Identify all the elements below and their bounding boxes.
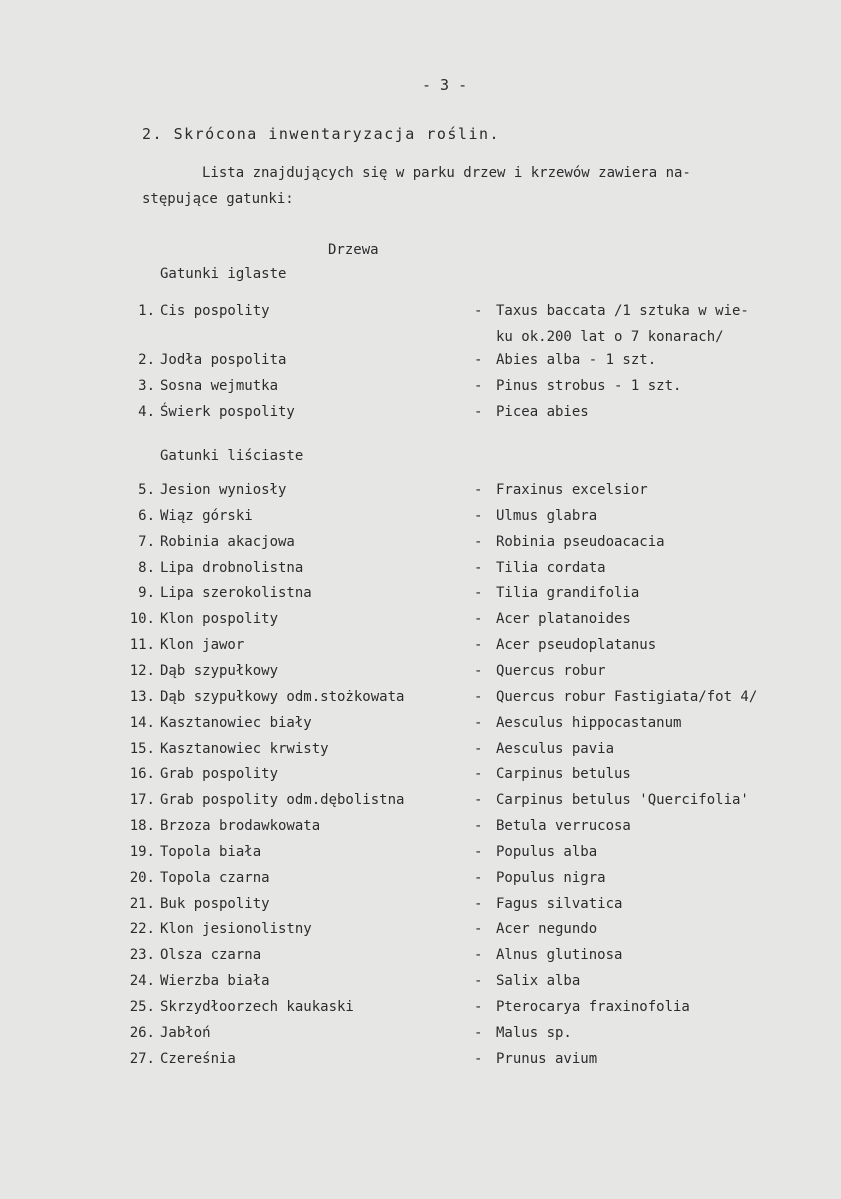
- polish-name: Wierzba biała: [160, 973, 270, 990]
- polish-name: Lipa drobnolistna: [160, 559, 304, 576]
- item-number: 5.: [138, 482, 155, 498]
- dash-separator: -: [474, 921, 483, 938]
- polish-name: Klon pospolity: [160, 611, 279, 628]
- latin-name: Malus sp.: [496, 1024, 572, 1041]
- list-item: [0, 377, 841, 395]
- list-item: [0, 507, 841, 525]
- list-item: [0, 584, 841, 602]
- section-heading: 2. Skrócona inwentaryzacja roślin.: [142, 125, 501, 143]
- list-item: [0, 972, 841, 990]
- list-item: [0, 403, 841, 421]
- latin-name: Acer platanoides: [496, 611, 631, 628]
- dash-separator: -: [474, 533, 483, 550]
- page-number: - 3 -: [422, 76, 468, 94]
- latin-name: Alnus glutinosa: [496, 947, 623, 964]
- dash-separator: -: [474, 895, 483, 912]
- latin-name: Abies alba - 1 szt.: [496, 352, 657, 368]
- polish-name: Dąb szypułkowy odm.stożkowata: [160, 688, 405, 705]
- list-item: [0, 791, 841, 809]
- polish-name: Jodła pospolita: [160, 352, 287, 368]
- item-number: 23.: [129, 947, 155, 964]
- intro-line-2: stępujące gatunki:: [142, 191, 294, 207]
- polish-name: Jesion wyniosły: [160, 482, 287, 498]
- dash-separator: -: [474, 559, 483, 576]
- dash-separator: -: [474, 303, 483, 319]
- polish-name: Skrzydłoorzech kaukaski: [160, 999, 354, 1015]
- list-item: [0, 351, 841, 369]
- dash-separator: -: [474, 637, 483, 654]
- polish-name: Buk pospolity: [160, 895, 270, 912]
- latin-name: Acer negundo: [496, 921, 598, 938]
- latin-name-continuation: ku ok.200 lat o 7 konarach/: [496, 329, 724, 345]
- item-number: 17.: [129, 792, 155, 809]
- list-item: [0, 895, 841, 913]
- dash-separator: -: [474, 818, 483, 835]
- item-number: 11.: [129, 637, 155, 654]
- latin-name: Betula verrucosa: [496, 818, 631, 835]
- polish-name: Klon jawor: [160, 637, 245, 654]
- list-item: [0, 714, 841, 732]
- dash-separator: -: [474, 507, 483, 524]
- deciduous-title: Gatunki liściaste: [160, 448, 304, 464]
- dash-separator: -: [474, 611, 483, 628]
- latin-name: Picea abies: [496, 404, 589, 420]
- trees-title: Drzewa: [328, 242, 379, 258]
- item-number: 6.: [138, 507, 155, 524]
- item-number: 15.: [129, 740, 155, 757]
- dash-separator: -: [474, 585, 483, 602]
- list-item: [0, 740, 841, 758]
- item-number: 7.: [138, 533, 155, 550]
- item-number: 13.: [129, 688, 155, 705]
- item-number: 22.: [129, 921, 155, 938]
- list-item: [0, 765, 841, 783]
- dash-separator: -: [474, 843, 483, 860]
- dash-separator: -: [474, 740, 483, 757]
- item-number: 3.: [138, 378, 155, 394]
- item-number: 21.: [129, 895, 155, 912]
- list-item: [0, 302, 841, 345]
- list-item: [0, 610, 841, 628]
- item-number: 20.: [129, 869, 155, 886]
- latin-name: Pinus strobus - 1 szt.: [496, 378, 682, 394]
- item-number: 18.: [129, 818, 155, 835]
- list-item: [0, 869, 841, 887]
- latin-name: Fagus silvatica: [496, 895, 623, 912]
- dash-separator: -: [474, 792, 483, 809]
- item-number: 2.: [138, 352, 155, 368]
- polish-name: Czereśnia: [160, 1050, 236, 1067]
- polish-name: Klon jesionolistny: [160, 921, 312, 938]
- polish-name: Jabłoń: [160, 1024, 211, 1041]
- latin-name: Populus alba: [496, 843, 598, 860]
- item-number: 19.: [129, 843, 155, 860]
- item-number: 12.: [129, 662, 155, 679]
- list-item: [0, 946, 841, 964]
- list-item: [0, 559, 841, 577]
- list-item: [0, 688, 841, 706]
- latin-name: Aesculus pavia: [496, 740, 615, 757]
- list-item: [0, 662, 841, 680]
- polish-name: Grab pospolity: [160, 766, 279, 783]
- dash-separator: -: [474, 378, 483, 394]
- item-number: 16.: [129, 766, 155, 783]
- item-number: 4.: [138, 404, 155, 420]
- polish-name: Wiąz górski: [160, 507, 253, 524]
- polish-name: Cis pospolity: [160, 303, 270, 319]
- polish-name: Świerk pospolity: [160, 404, 295, 420]
- item-number: 27.: [129, 1050, 155, 1067]
- dash-separator: -: [474, 999, 483, 1015]
- latin-name: Prunus avium: [496, 1050, 598, 1067]
- latin-name: Carpinus betulus 'Quercifolia': [496, 792, 749, 809]
- item-number: 26.: [129, 1024, 155, 1041]
- polish-name: Brzoza brodawkowata: [160, 818, 321, 835]
- polish-name: Topola czarna: [160, 869, 270, 886]
- latin-name: Ulmus glabra: [496, 507, 598, 524]
- dash-separator: -: [474, 352, 483, 368]
- latin-name: Quercus robur: [496, 662, 606, 679]
- polish-name: Kasztanowiec krwisty: [160, 740, 329, 757]
- dash-separator: -: [474, 482, 483, 498]
- list-item: [0, 998, 841, 1016]
- latin-name: Carpinus betulus: [496, 766, 631, 783]
- polish-name: Robinia akacjowa: [160, 533, 295, 550]
- latin-name: Quercus robur Fastigiata/fot 4/: [496, 688, 758, 705]
- latin-name: Acer pseudoplatanus: [496, 637, 657, 654]
- item-number: 9.: [138, 585, 155, 602]
- polish-name: Kasztanowiec biały: [160, 714, 312, 731]
- list-item: [0, 1024, 841, 1042]
- polish-name: Olsza czarna: [160, 947, 262, 964]
- dash-separator: -: [474, 947, 483, 964]
- list-item: [0, 481, 841, 499]
- item-number: 25.: [129, 999, 155, 1015]
- list-item: [0, 817, 841, 835]
- latin-name: Fraxinus excelsior: [496, 482, 648, 498]
- polish-name: Grab pospolity odm.dębolistna: [160, 792, 405, 809]
- item-number: 8.: [138, 559, 155, 576]
- latin-name: Taxus baccata /1 sztuka w wie-: [496, 303, 749, 319]
- polish-name: Dąb szypułkowy: [160, 662, 279, 679]
- coniferous-title: Gatunki iglaste: [160, 266, 287, 282]
- list-item: [0, 533, 841, 551]
- dash-separator: -: [474, 688, 483, 705]
- item-number: 1.: [138, 303, 155, 319]
- latin-name: Tilia grandifolia: [496, 585, 640, 602]
- intro-line-1: Lista znajdujących się w parku drzew i krzewów zawiera na-: [202, 165, 691, 181]
- list-item: [0, 920, 841, 938]
- dash-separator: -: [474, 973, 483, 990]
- latin-name: Aesculus hippocastanum: [496, 714, 682, 731]
- dash-separator: -: [474, 1050, 483, 1067]
- list-item: [0, 843, 841, 861]
- dash-separator: -: [474, 869, 483, 886]
- item-number: 10.: [129, 611, 155, 628]
- list-item: [0, 1050, 841, 1068]
- item-number: 24.: [129, 973, 155, 990]
- dash-separator: -: [474, 662, 483, 679]
- latin-name: Robinia pseudoacacia: [496, 533, 665, 550]
- latin-name: Tilia cordata: [496, 559, 606, 576]
- polish-name: Lipa szerokolistna: [160, 585, 312, 602]
- item-number: 14.: [129, 714, 155, 731]
- list-item: [0, 636, 841, 654]
- latin-name: Populus nigra: [496, 869, 606, 886]
- dash-separator: -: [474, 404, 483, 420]
- dash-separator: -: [474, 766, 483, 783]
- polish-name: Topola biała: [160, 843, 262, 860]
- latin-name: Salix alba: [496, 973, 581, 990]
- dash-separator: -: [474, 714, 483, 731]
- dash-separator: -: [474, 1024, 483, 1041]
- polish-name: Sosna wejmutka: [160, 378, 279, 394]
- latin-name: Pterocarya fraxinofolia: [496, 999, 690, 1015]
